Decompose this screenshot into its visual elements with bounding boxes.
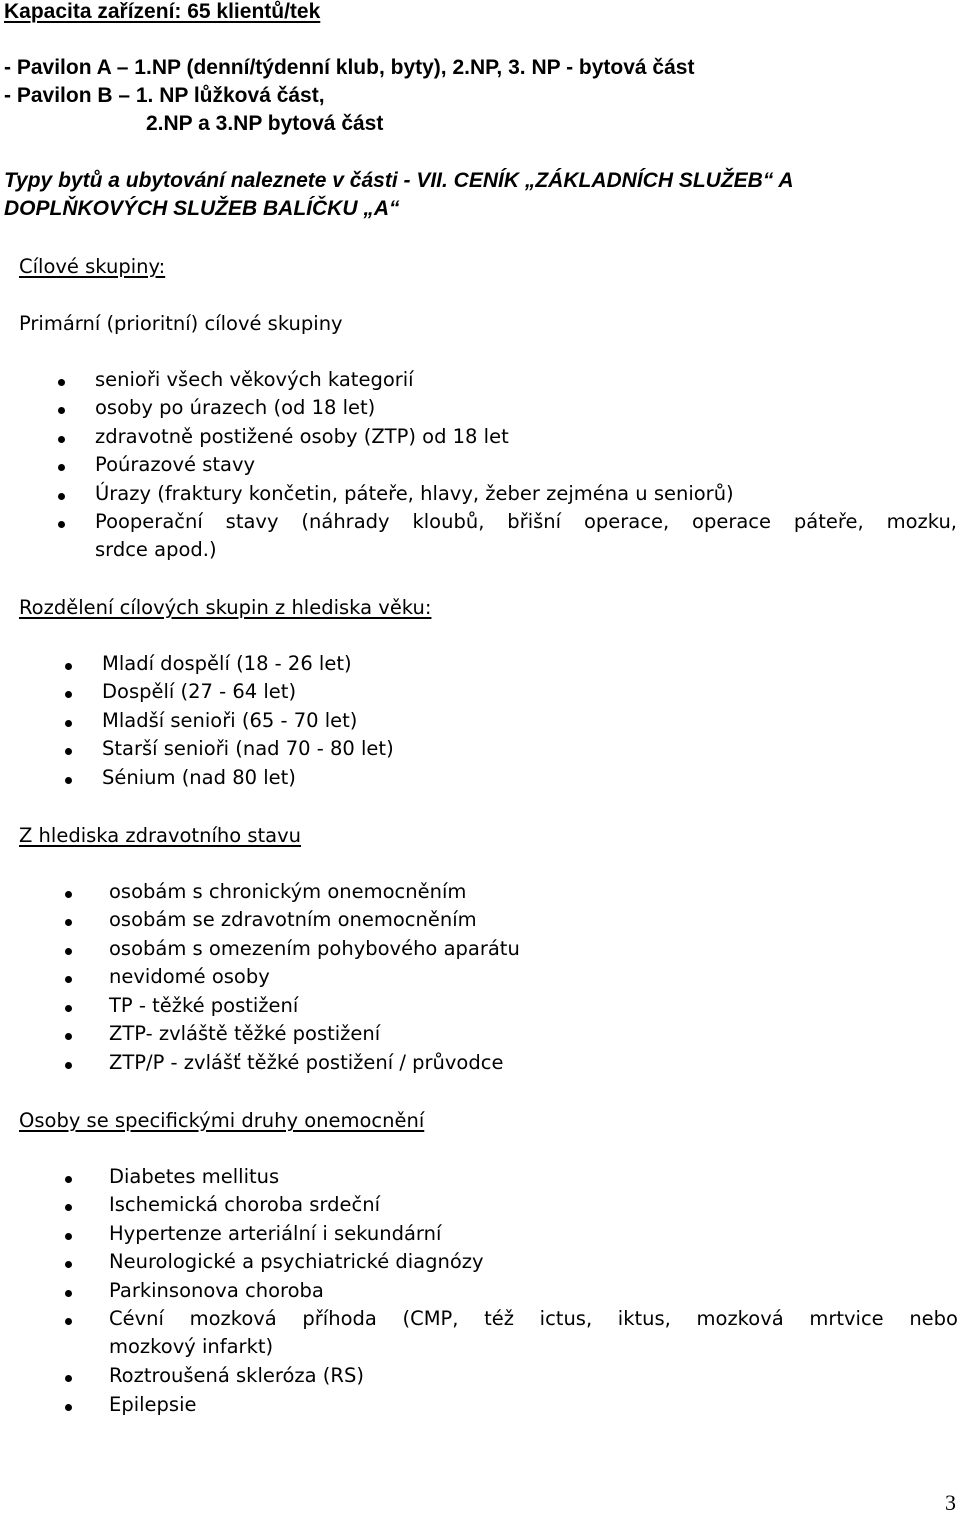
list-item: Hypertenze arteriální i sekundární [109, 1222, 442, 1245]
bullet-icon [65, 663, 72, 670]
list-item-continuation: srdce apod.) [95, 538, 217, 561]
list-item: Dospělí (27 - 64 let) [102, 680, 297, 703]
bullet-icon [65, 1290, 72, 1297]
types-line-2: DOPLŇKOVÝCH SLUŽEB BALÍČKU „A“ [4, 197, 400, 220]
list-item: Ischemická choroba srdeční [109, 1193, 380, 1216]
bullet-icon [58, 407, 65, 414]
list-item: osobám s chronickým onemocněním [109, 880, 467, 903]
age-groups-heading: Rozdělení cílových skupin z hlediska věku: [19, 596, 432, 619]
list-item: senioři všech věkových kategorií [95, 368, 414, 391]
list-item: Diabetes mellitus [109, 1165, 280, 1188]
bullet-icon [58, 464, 65, 471]
page-number: 3 [945, 1490, 956, 1515]
list-item: Roztroušená skleróza (RS) [109, 1364, 364, 1387]
list-item: TP - těžké postižení [109, 994, 299, 1017]
list-item: Pooperační stavy (náhrady kloubů, břišní operace, operace páteře, mozku, [95, 510, 957, 533]
list-item: osobám s omezením pohybového aparátu [109, 937, 520, 960]
list-item: osoby po úrazech (od 18 let) [95, 396, 376, 419]
bullet-icon [65, 1005, 72, 1012]
bullet-icon [65, 720, 72, 727]
pavilion-b-line: - Pavilon B – 1. NP lůžková část, [4, 84, 325, 107]
list-item: nevidomé osoby [109, 965, 270, 988]
pavilion-a-line: - Pavilon A – 1.NP (denní/týdenní klub, byty), 2.NP, 3. NP - bytová část [4, 56, 695, 79]
disease-groups-heading: Osoby se specifickými druhy onemocnění [19, 1109, 425, 1132]
bullet-icon [65, 1404, 72, 1411]
types-line-1: Typy bytů a ubytování naleznete v části - VII. CENÍK „ZÁKLADNÍCH SLUŽEB“ A [4, 169, 794, 192]
bullet-icon [65, 1176, 72, 1183]
list-item: Parkinsonova choroba [109, 1279, 324, 1302]
list-item: ZTP- zvláště těžké postižení [109, 1022, 381, 1045]
list-item-continuation: mozkový infarkt) [109, 1335, 274, 1358]
list-item: Starší senioři (nad 70 - 80 let) [102, 737, 394, 760]
bullet-icon [58, 379, 65, 386]
primary-groups-heading: Primární (prioritní) cílové skupiny [19, 312, 343, 335]
bullet-icon [65, 777, 72, 784]
bullet-icon [65, 748, 72, 755]
bullet-icon [65, 891, 72, 898]
capacity-heading: Kapacita zařízení: 65 klientů/tek [4, 0, 321, 23]
list-item: Neurologické a psychiatrické diagnózy [109, 1250, 484, 1273]
bullet-icon [65, 976, 72, 983]
bullet-icon [65, 691, 72, 698]
list-item: Epilepsie [109, 1393, 197, 1416]
list-item: Cévní mozková příhoda (CMP, též ictus, iktus, mozková mrtvice nebo [109, 1307, 958, 1330]
bullet-icon [65, 1233, 72, 1240]
list-item: osobám se zdravotním onemocněním [109, 908, 477, 931]
list-item: zdravotně postižené osoby (ZTP) od 18 let [95, 425, 509, 448]
bullet-icon [58, 521, 65, 528]
list-item: Mladší senioři (65 - 70 let) [102, 709, 358, 732]
health-groups-heading: Z hlediska zdravotního stavu [19, 824, 301, 847]
bullet-icon [65, 1033, 72, 1040]
list-item: Úrazy (fraktury končetin, páteře, hlavy, žeber zejména u seniorů) [95, 482, 734, 505]
bullet-icon [65, 948, 72, 955]
list-item: ZTP/P - zvlášť těžké postižení / průvodce [109, 1051, 504, 1074]
list-item: Sénium (nad 80 let) [102, 766, 296, 789]
bullet-icon [65, 1204, 72, 1211]
list-item: Poúrazové stavy [95, 453, 256, 476]
pavilion-b-continuation: 2.NP a 3.NP bytová část [146, 112, 384, 135]
bullet-icon [65, 1261, 72, 1268]
target-groups-heading: Cílové skupiny: [19, 255, 166, 278]
bullet-icon [65, 919, 72, 926]
bullet-icon [58, 436, 65, 443]
bullet-icon [65, 1318, 72, 1325]
bullet-icon [58, 493, 65, 500]
bullet-icon [65, 1375, 72, 1382]
bullet-icon [65, 1062, 72, 1069]
list-item: Mladí dospělí (18 - 26 let) [102, 652, 352, 675]
